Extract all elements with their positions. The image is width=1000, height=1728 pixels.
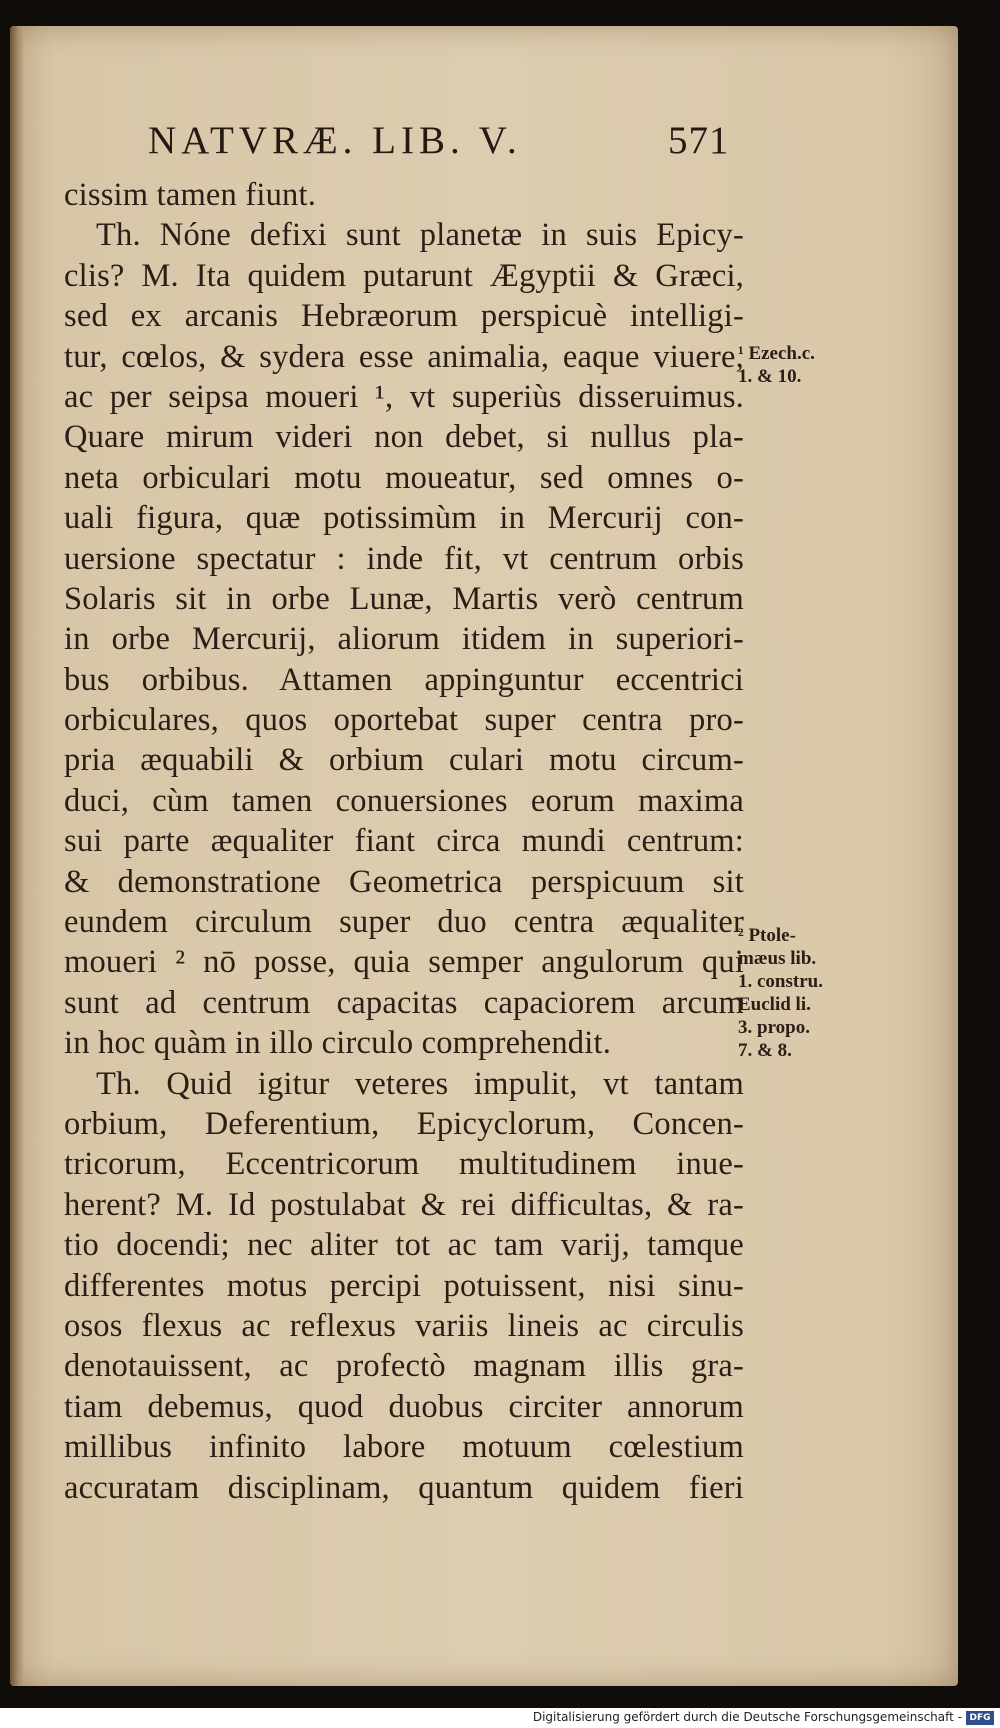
text-line: ac per seipsa moueri ¹, vt superiùs disseruimus. bbox=[64, 378, 744, 415]
text-line: pria æquabili & orbium culari motu circum- bbox=[64, 742, 744, 779]
text-line: differentes motus percipi potuissent, nisi sinu- bbox=[64, 1267, 744, 1304]
running-title: NATVRÆ. LIB. V. bbox=[148, 119, 522, 162]
text-line: orbiculares, quos oportebat super centra pro- bbox=[64, 702, 744, 739]
text-line: herent? M. Id postulabat & rei difficultas, & ra- bbox=[64, 1186, 744, 1223]
text-line: Quare mirum videri non debet, si nullus pla- bbox=[64, 419, 744, 456]
text-line: sui parte æqualiter fiant circa mundi centrum: bbox=[64, 823, 744, 860]
text-line: Th. Quid igitur veteres impulit, vt tantam bbox=[96, 1065, 744, 1102]
margin-line: ¹ Ezech.c. bbox=[738, 343, 815, 364]
text-line: millibus infinito labore motuum cœlestium bbox=[64, 1429, 744, 1466]
text-line: in orbe Mercurij, aliorum itidem in superiori- bbox=[64, 621, 744, 658]
margin-line: 7. & 8. bbox=[738, 1040, 792, 1061]
text-line: bus orbibus. Attamen appinguntur eccentrici bbox=[64, 661, 744, 698]
text-line: neta orbiculari motu moueatur, sed omnes o- bbox=[64, 459, 744, 496]
margin-line: Euclid li. bbox=[738, 994, 811, 1015]
running-head bbox=[148, 118, 748, 163]
text-line: denotauissent, ac profectò magnam illis gra- bbox=[64, 1348, 744, 1385]
text-line: tio docendi; nec aliter tot ac tam varij, tamque bbox=[64, 1227, 744, 1264]
text-line: uersione spectatur : inde fit, vt centrum orbis bbox=[64, 540, 744, 577]
text-line: tur, cœlos, & sydera esse animalia, eaque viuere, bbox=[64, 338, 744, 375]
digitization-footer bbox=[0, 1708, 1000, 1728]
text-line: moueri ² nō posse, quia semper angulorum qui bbox=[64, 944, 744, 981]
text-line: osos flexus ac reflexus variis lineis ac circulis bbox=[64, 1307, 744, 1344]
book-page bbox=[10, 26, 958, 1686]
margin-line: 1. & 10. bbox=[738, 366, 802, 387]
text-line: tricorum, Eccentricorum multitudinem inue- bbox=[64, 1146, 744, 1183]
margin-line: 3. propo. bbox=[738, 1017, 810, 1038]
page-number: 571 bbox=[668, 119, 730, 162]
marginal-note-ezechiel bbox=[738, 342, 863, 388]
dfg-logo: DFG bbox=[966, 1711, 994, 1725]
text-line: Solaris sit in orbe Lunæ, Martis verò centrum bbox=[64, 580, 744, 617]
funding-credit: Digitalisierung gefördert durch die Deutsche Forschungsgemeinschaft - bbox=[532, 1710, 962, 1724]
marginal-note-ptolemaeus bbox=[738, 924, 863, 1062]
text-line: cissim tamen fiunt. bbox=[64, 177, 317, 213]
text-line: Th. Nóne defixi sunt planetæ in suis Epicy- bbox=[96, 217, 744, 254]
text-line: accuratam disciplinam, quantum quidem fieri bbox=[64, 1469, 744, 1506]
body-text bbox=[64, 175, 744, 1508]
text-line: clis? M. Ita quidem putarunt Ægyptii & Græci, bbox=[64, 257, 744, 294]
text-line: sunt ad centrum capacitas capaciorem arcum bbox=[64, 984, 744, 1021]
margin-line: 1. constru. bbox=[738, 971, 823, 992]
text-line: uali figura, quæ potissimùm in Mercurij con- bbox=[64, 500, 744, 537]
text-line: in hoc quàm in illo circulo comprehendit. bbox=[64, 1025, 612, 1062]
margin-line: ² Ptole- bbox=[738, 925, 796, 946]
text-line: eundem circulum super duo centra æqualiter bbox=[64, 904, 744, 941]
text-line: & demonstratione Geometrica perspicuum sit bbox=[64, 863, 744, 900]
text-line: tiam debemus, quod duobus circiter annorum bbox=[64, 1388, 744, 1425]
text-line: duci, cùm tamen conuersiones eorum maxima bbox=[64, 782, 744, 819]
margin-line: mæus lib. bbox=[738, 948, 817, 969]
text-line: orbium, Deferentium, Epicyclorum, Concen- bbox=[64, 1105, 744, 1142]
text-line: sed ex arcanis Hebræorum perspicuè intelligi- bbox=[64, 298, 744, 335]
